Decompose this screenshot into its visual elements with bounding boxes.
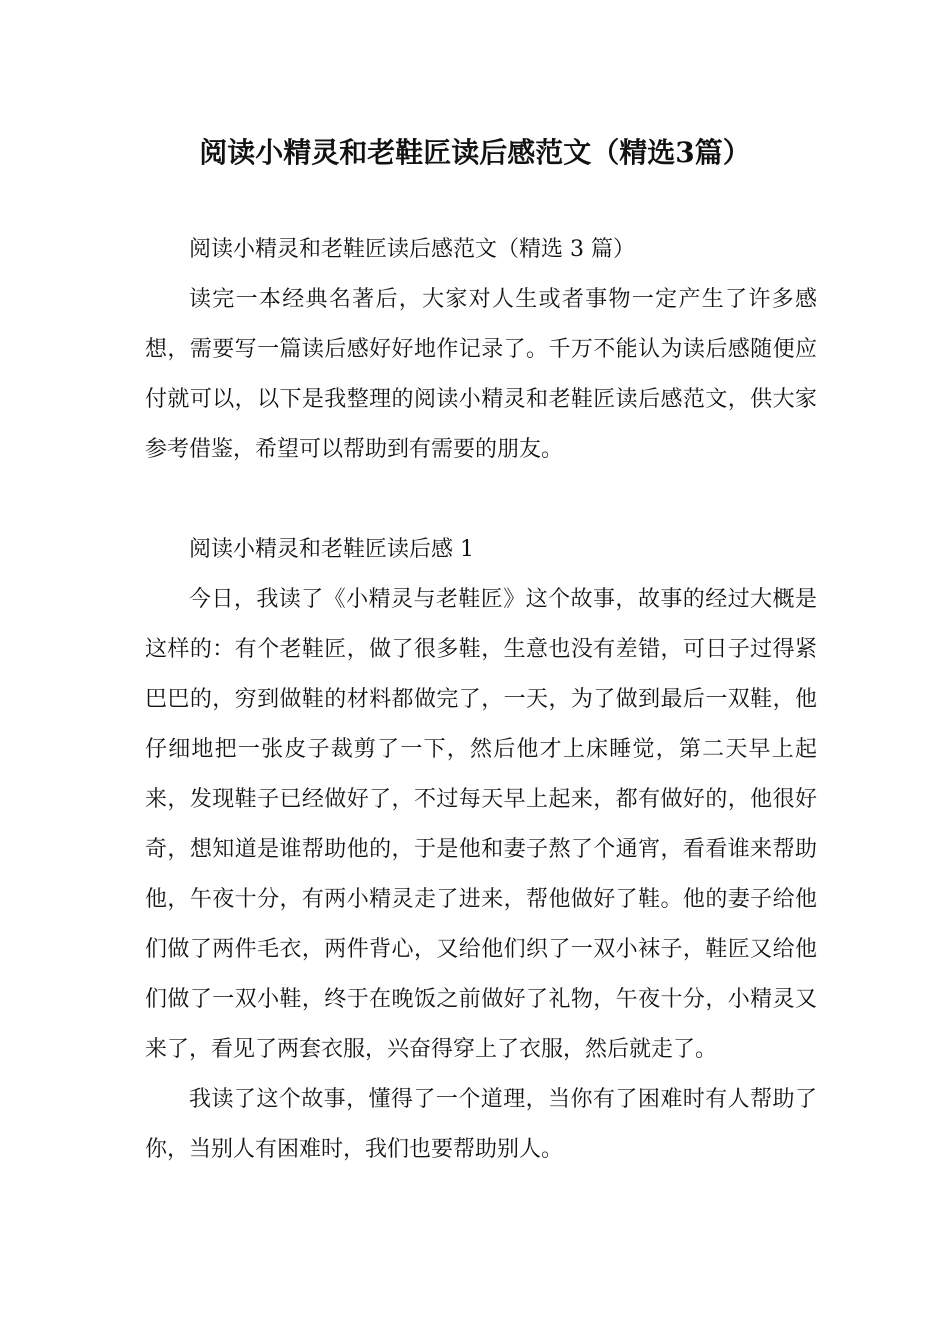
essay-1-paragraph-1: 今日，我读了《小精灵与老鞋匠》这个故事，故事的经过大概是这样的：有个老鞋匠，做了很多鞋，生意也没有差错，可日子过得紧巴巴的，穷到做鞋的材料都做完了，一天，为了做到最后一双鞋，他仔细地把一张皮子裁剪了一下，然后他才上床睡觉，第二天早上起来，发现鞋子已经做好了，不过每天早上起来，都有做好的，他很好奇，想知道是谁帮助他的，于是他和妻子熬了个通宵，看看谁来帮助他，午夜十分，有两小精灵走了进来，帮他做好了鞋。他的妻子给他们做了两件毛衣，两件背心，又给他们织了一双小袜子，鞋匠又给他们做了一双小鞋，终于在晚饭之前做好了礼物，午夜十分，小精灵又来了，看见了两套衣服，兴奋得穿上了衣服，然后就走了。 xyxy=(145,587,817,1062)
essay-1-heading: 阅读小精灵和老鞋匠读后感 1 xyxy=(189,537,474,562)
essay-1-section xyxy=(145,525,817,1175)
document-title: 阅读小精灵和老鞋匠读后感范文（精选3篇） xyxy=(199,136,751,169)
intro-paragraph: 读完一本经典名著后，大家对人生或者事物一定产生了许多感想，需要写一篇读后感好好地作记录了。千万不能认为读后感随便应付就可以，以下是我整理的阅读小精灵和老鞋匠读后感范文，供大家参考借鉴，希望可以帮助到有需要的朋友。 xyxy=(145,287,817,462)
essay-1-paragraph-2: 我读了这个故事，懂得了一个道理，当你有了困难时有人帮助了你，当别人有困难时，我们也要帮助别人。 xyxy=(145,1087,817,1162)
intro-subtitle: 阅读小精灵和老鞋匠读后感范文（精选 3 篇） xyxy=(189,237,635,262)
intro-section xyxy=(145,225,817,475)
